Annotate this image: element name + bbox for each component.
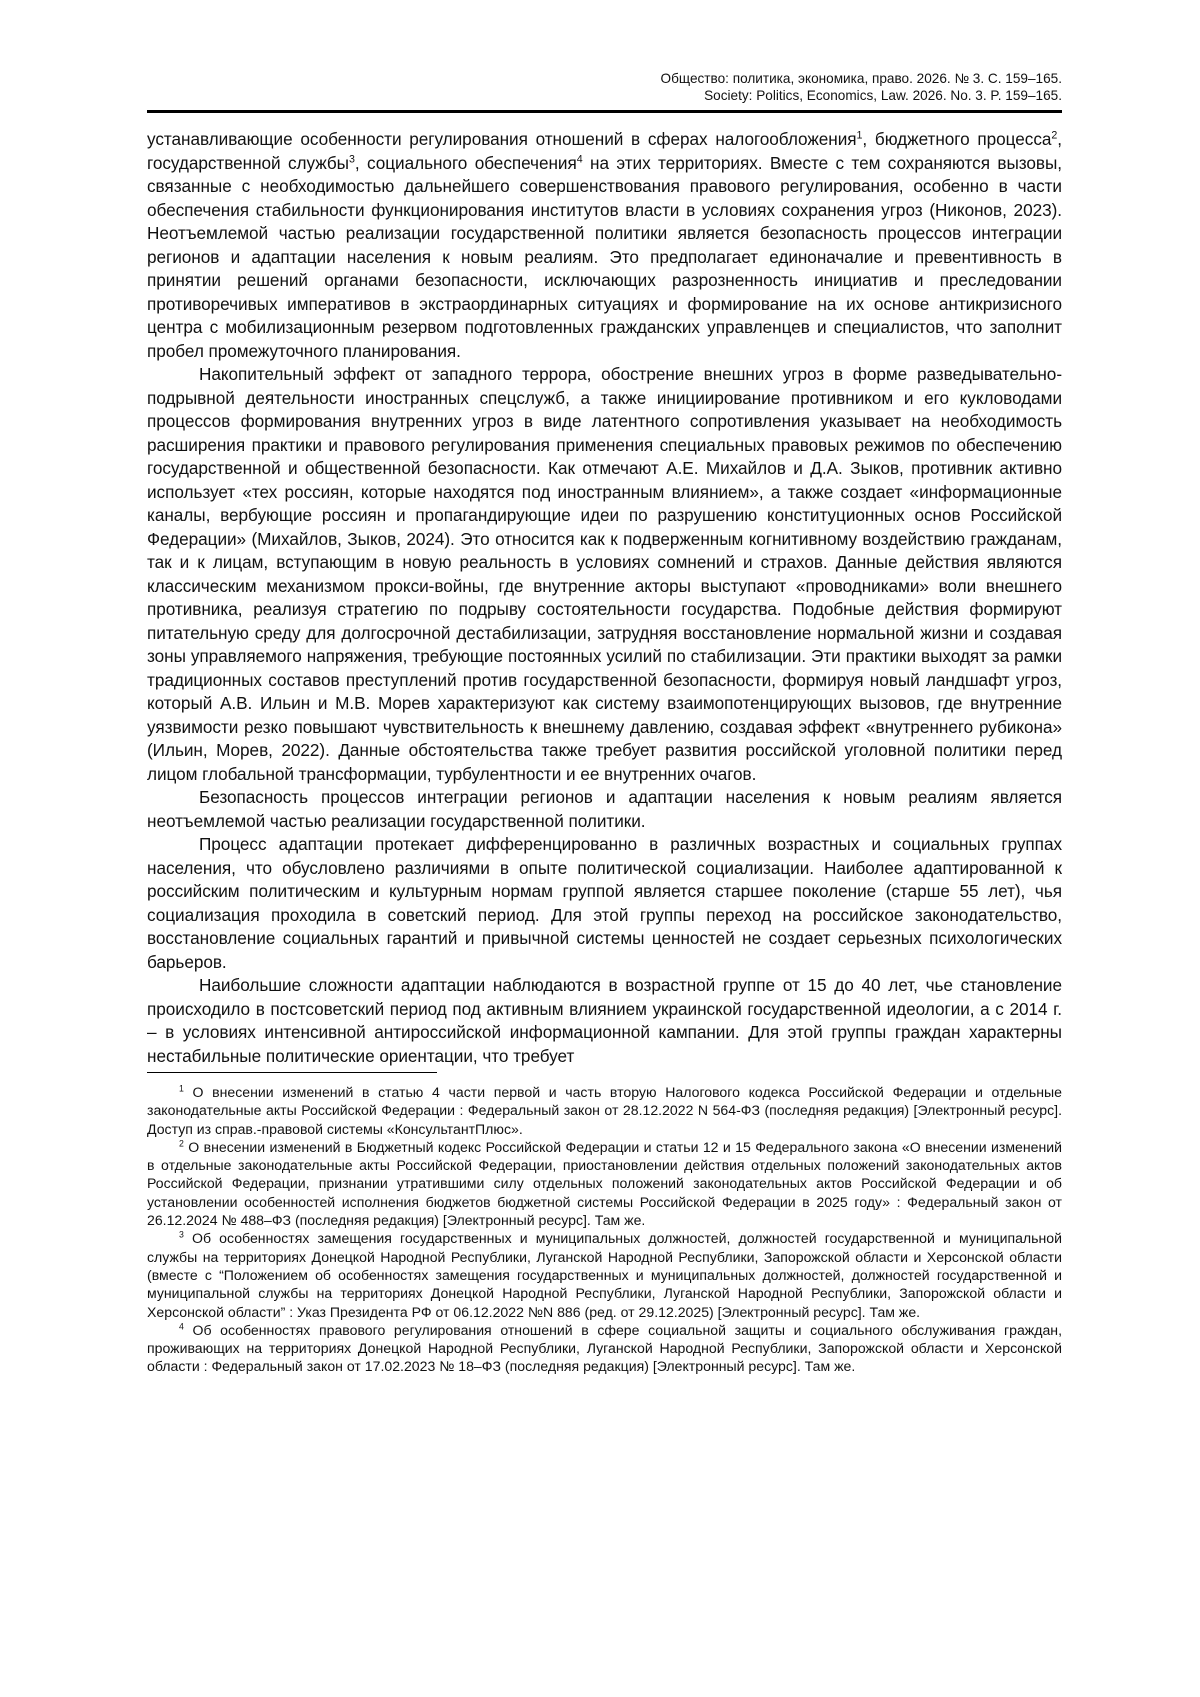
paragraph-3: Безопасность процессов интеграции регионов и адаптации населения к новым реалиям является неотъемлемой частью реализации государственной политики. <box>147 787 1062 831</box>
paragraph-1-text-e: на этих территориях. Вместе с тем сохраняются вызовы, связанные с необходимостью дальнейшего совершенствования правового регулирования, особенно в части обеспечения стабильности функционирования институтов власти в условиях сохранения угроз (Никонов, 2023). Неотъемлемой частью реализации государственной политики является безопасность процессов интеграции регионов и адаптации населения к новым реалиям. Это предполагает единоначалие и превентивность в принятии решений органами безопасности, исключающих разрозненность инициатив и преследовании противоречивых императивов в экстраординарных ситуациях и формирование на их основе антикризисного центра с мобилизационным резервом подготовленных гражданских управленцев и специалистов, что заполнит пробел промежуточного планирования. <box>147 152 1063 361</box>
header-line-ru: Общество: политика, экономика, право. 2026. № 3. С. 159–165. <box>660 71 1062 86</box>
footnote-text: Об особенностях правового регулирования отношений в сфере социальной защиты и социального обслуживания граждан, проживающих на территориях Донецкой Народной Республики, Луганской Народной Республики, Запорожской области и Херсонской области : Федеральный закон от 17.02.2023 № 18–ФЗ (последняя редакция) [Электронный ресурс]. Там же. <box>147 1321 1062 1375</box>
header-line-en: Society: Politics, Economics, Law. 2026. No. 3. P. 159–165. <box>704 88 1062 103</box>
paragraph-4: Процесс адаптации протекает дифференцированно в различных возрастных и социальных группах населения, что обусловлено различиями в опыте политической социализации. Наиболее адаптированной к российским политическим и культурным нормам группой является старшее поколение (старше 55 лет), чья социализация проходила в советский период. Для этой группы переход на российское законодательство, восстановление социальных гарантий и привычной системы ценностей не создает серьезных психологических барьеров. <box>147 834 1062 972</box>
footnote-text: О внесении изменений в статью 4 части первой и часть вторую Налогового кодекса Российской Федерации и отдельные законодательные акты Российской Федерации : Федеральный закон от 28.12.2022 N 564-ФЗ (последняя редакция) [Электронный ресурс]. Доступ из справ.-правовой системы «КонсультантПлюс». <box>147 1084 1062 1137</box>
footnote-1 <box>147 1083 1062 1138</box>
footnote-4 <box>147 1321 1062 1376</box>
paragraph-1-text-c: , государственной службы <box>147 129 1062 173</box>
footnote-number: 4 <box>179 1321 184 1332</box>
footnote-ref-1: 1 <box>856 129 863 142</box>
paragraph-1-text-d: , социального обеспечения <box>354 152 577 173</box>
header-rule <box>147 110 1062 113</box>
footnote-number: 1 <box>179 1083 184 1094</box>
footnote-ref-4: 4 <box>576 152 583 165</box>
footnotes <box>147 1083 1062 1376</box>
footnote-text: О внесении изменений в Бюджетный кодекс Российской Федерации и статьи 12 и 15 Федерального закона «О внесении изменений в отдельные законодательные акты Российской Федерации, приостановлении действия отдельных положений законодательных актов Российской Федерации, признании утратившими силу отдельных положений законодательных актов Российской Федерации и об установлении особенностей исполнения бюджетов бюджетной системы Российской Федерации в 2025 году» : Федеральный закон от 26.12.2024 № 488–ФЗ (последняя редакция) [Электронный ресурс]. Там же. <box>147 1138 1062 1229</box>
paragraph-1-text-b: , бюджетного процесса <box>862 129 1052 149</box>
footnote-number: 2 <box>179 1138 184 1149</box>
footnote-ref-2: 2 <box>1051 129 1058 142</box>
paragraph-1-text-a: устанавливающие особенности регулирования отношений в сферах налогообложения <box>147 129 857 149</box>
running-header <box>147 70 1062 104</box>
paragraph-5: Наибольшие сложности адаптации наблюдаются в возрастной группе от 15 до 40 лет, чье становление происходило в постсоветский период под активным влиянием украинской государственной идеологии, а с 2014 г. – в условиях интенсивной антироссийской информационной кампании. Для этой группы граждан характерны нестабильные политические ориентации, что требует <box>147 975 1062 1066</box>
paragraph-1 <box>147 128 1062 363</box>
footnote-text: Об особенностях замещения государственных и муниципальных должностей, должностей государственной и муниципальной службы на территориях Донецкой Народной Республики, Луганской Народной Республики, Запорожской области и Херсонской области (вместе с “Положением об особенностях замещения государственных и муниципальных должностей, должностей государственной и муниципальной службы на территориях Донецкой Народной Республики, Луганской Народной Республики, Запорожской области и Херсонской области” : Указ Президента РФ от 06.12.2022 №N 886 (ред. от 29.12.2025) [Электронный ресурс]. Там же. <box>147 1230 1062 1320</box>
paragraph-2: Накопительный эффект от западного террора, обострение внешних угроз в форме разведывательно-подрывной деятельности иностранных спецслужб, а также инициирование противником и его кукловодами процессов формирования внутренних угроз в виде латентного сопротивления указывает на необходимость расширения практики и правового регулирования применения специальных правовых режимов по обеспечению государственной и общественной безопасности. Как отмечают А.Е. Михайлов и Д.А. Зыков, противник активно использует «тех россиян, которые находятся под иностранным влиянием», а также создает «информационные каналы, вербующие россиян и пропагандирующие идеи по разрушению конституционных основ Российской Федерации» (Михайлов, Зыков, 2024). Это относится как к подверженным когнитивному воздействию гражданам, так и к лицам, вступающим в новую реальность в условиях сомнений и страхов. Данные действия являются классическим механизмом прокси-войны, где внутренние акторы выступают «проводниками» воли внешнего противника, реализуя стратегию по подрыву состоятельности государства. Подобные действия формируют питательную среду для долгосрочной дестабилизации, затрудняя восстановление нормальной жизни и создавая зоны управляемого напряжения, требующие постоянных усилий по стабилизации. Эти практики выходят за рамки традиционных составов преступлений против государственной безопасности, формируя новый ландшафт угроз, который А.В. Ильин и М.В. Морев характеризуют как систему взаимопотенцирующих вызовов, где внутренние уязвимости резко повышают чувствительность к внешнему давлению, создавая эффект «внутреннего рубикона» (Ильин, Морев, 2022). Данные обстоятельства также требует развития российской уголовной политики перед лицом глобальной трансформации, турбулентности и ее внутренних очагов. <box>147 364 1062 784</box>
page <box>147 70 1062 1376</box>
main-text <box>147 128 1062 1068</box>
footnote-2 <box>147 1138 1062 1229</box>
footnote-3 <box>147 1229 1062 1320</box>
footnote-number: 3 <box>179 1229 184 1240</box>
footnote-separator <box>147 1072 437 1073</box>
footnote-ref-3: 3 <box>348 152 355 165</box>
